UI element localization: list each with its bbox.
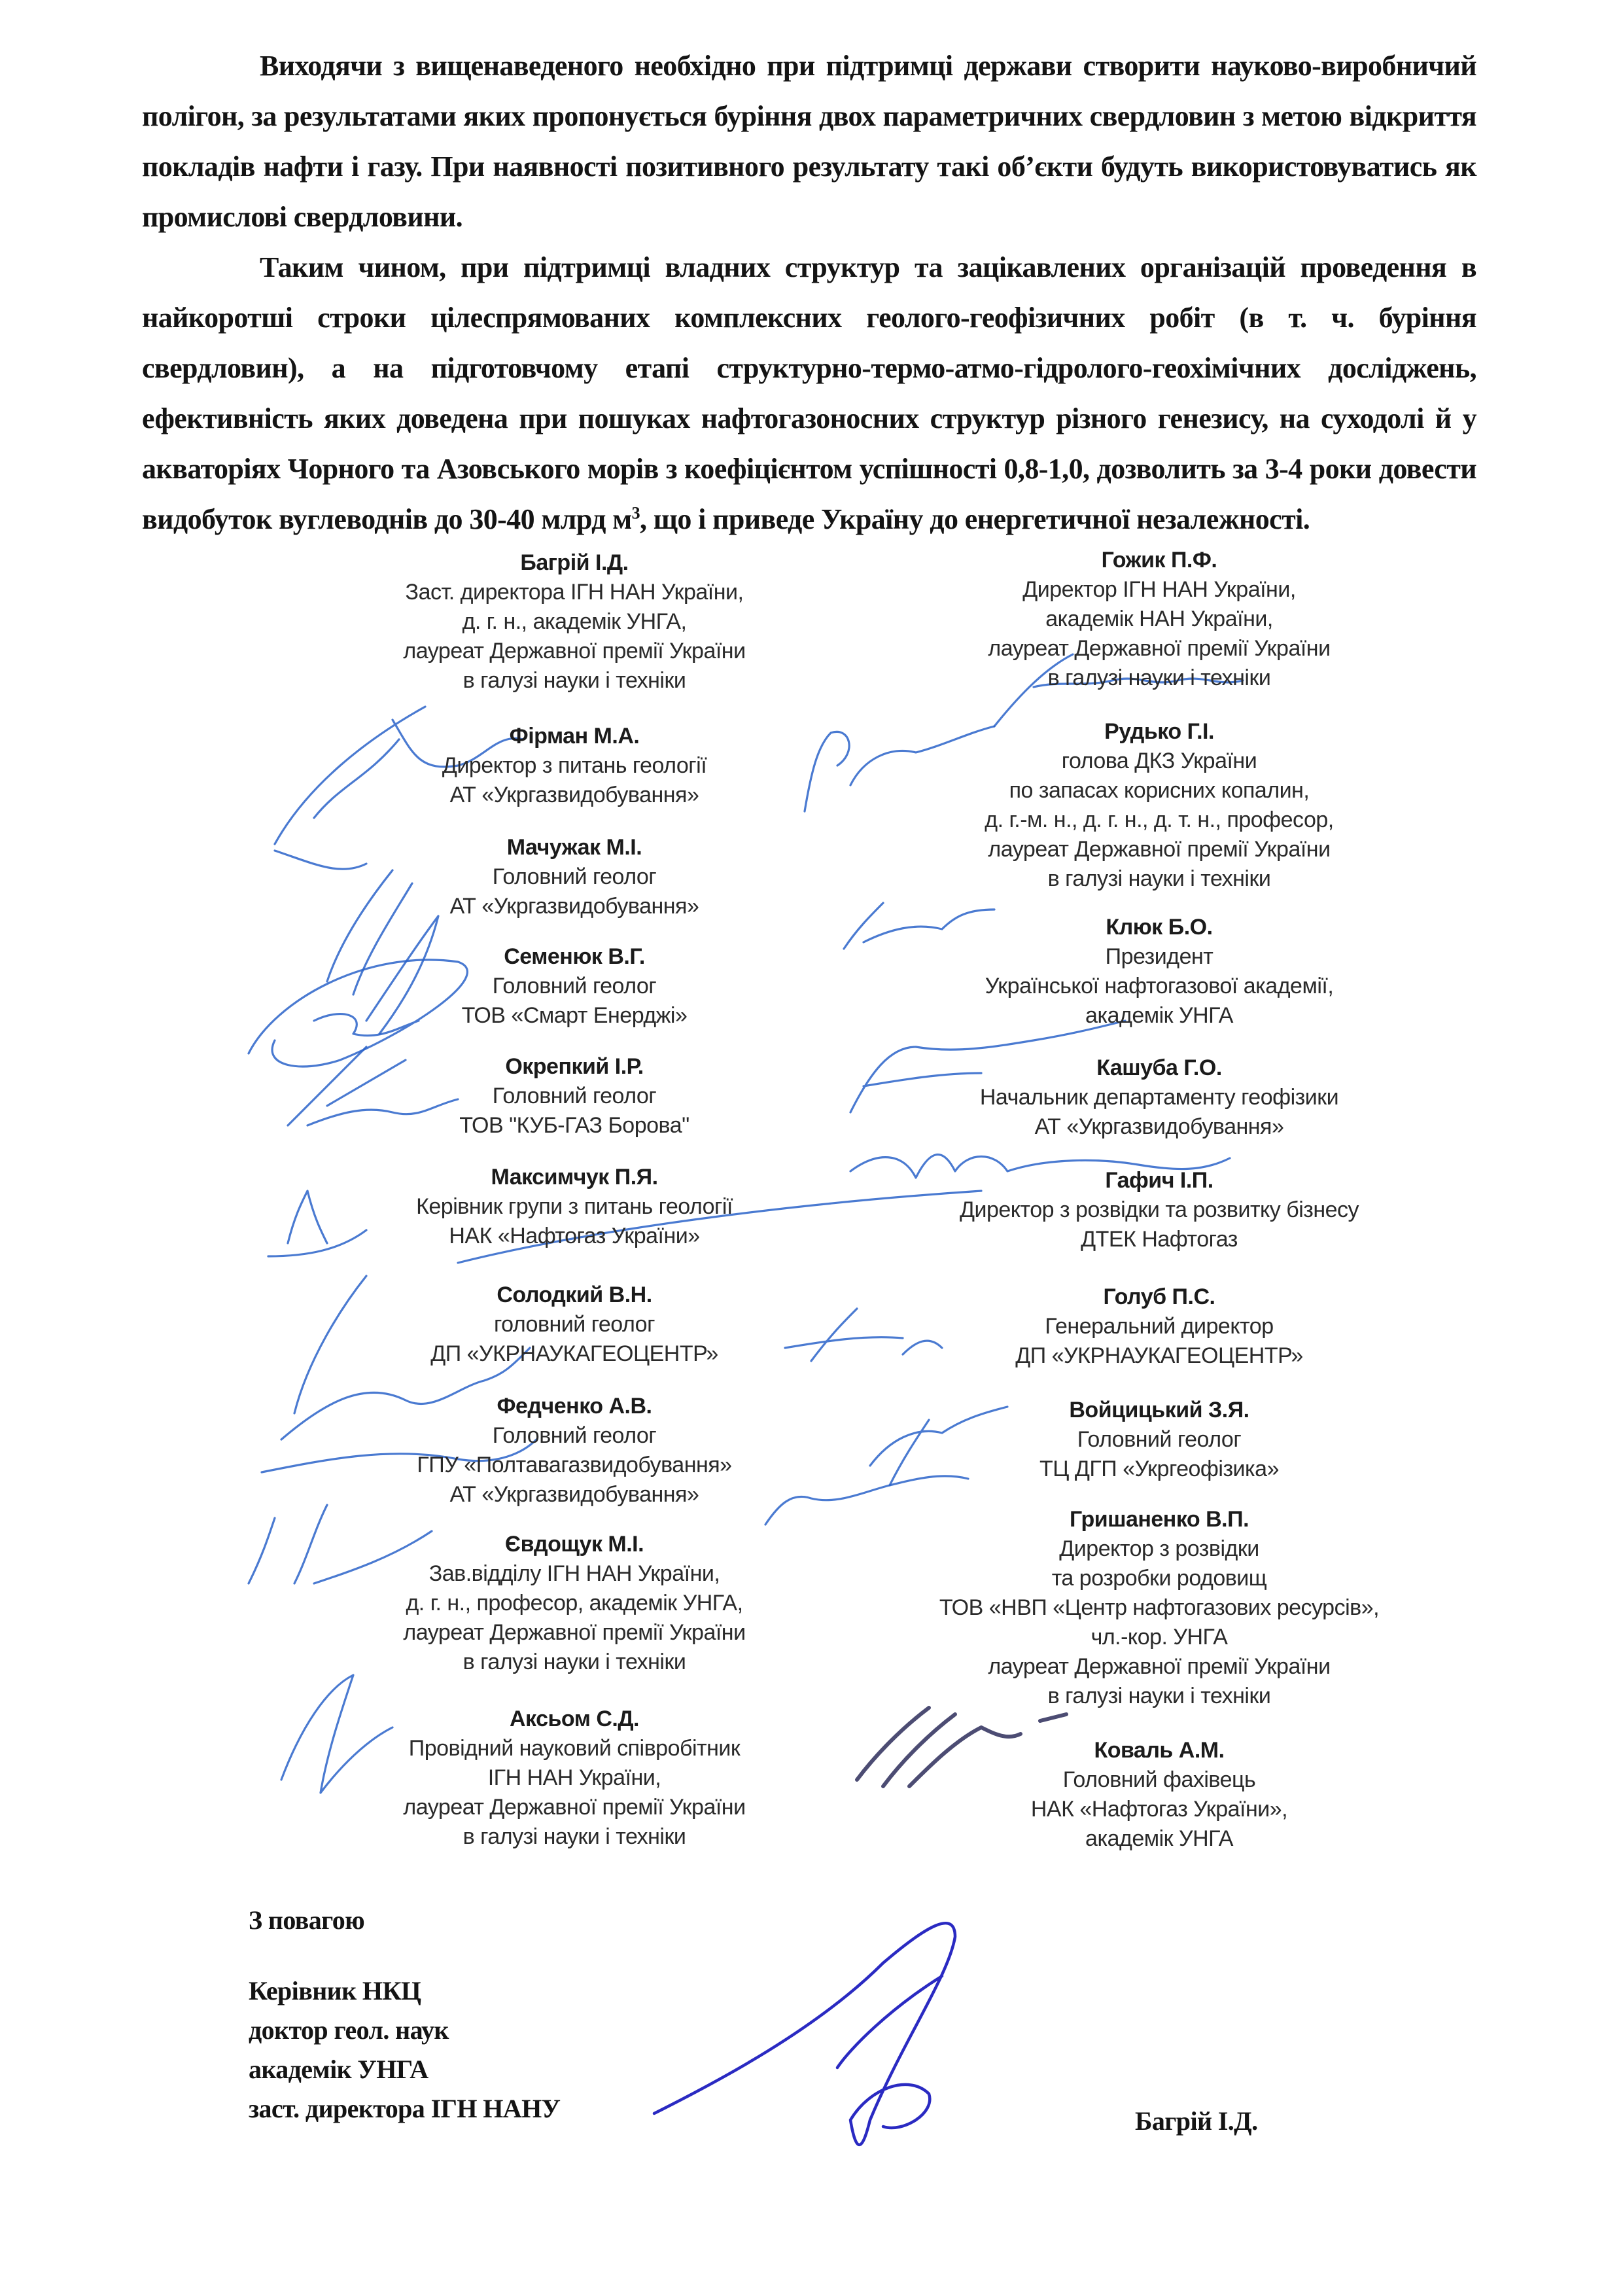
signatory-title-line: лауреат Державної премії України	[988, 837, 1331, 862]
signatory-title-line: головний геолог	[494, 1312, 655, 1337]
signatory-title-line: Директор з розвідки	[1059, 1536, 1259, 1561]
signatory-title-line: в галузі науки і техніки	[462, 1650, 686, 1674]
closing-signer-name: Багрій І.Д.	[1135, 2106, 1258, 2136]
signatory-title-line: лауреат Державної премії України	[988, 1654, 1331, 1679]
signatory-title-line: Головний геолог	[492, 1084, 657, 1108]
signatory-block	[865, 1053, 1454, 1142]
signatory-name: Рудько Г.І.	[1104, 719, 1214, 744]
signatory-title-line: ТОВ «Смарт Енерджі»	[461, 1003, 688, 1028]
signatory-title-line: Провідний науковий співробітник	[408, 1736, 741, 1761]
signatory-title-line: Української нафтогазової академії,	[985, 974, 1334, 998]
signatory-block	[865, 1282, 1454, 1371]
signatory-title-line: академік УНГА	[1085, 1003, 1233, 1028]
signatory-title-line: ДП «УКРНАУКАГЕОЦЕНТР»	[430, 1341, 718, 1366]
signatory-name: Окрепкий І.Р.	[505, 1054, 644, 1079]
signatory-block	[280, 1163, 869, 1251]
signatory-title-line: ТЦ ДГП «Укргеофізика»	[1039, 1457, 1279, 1481]
signatory-title-line: ТОВ "КУБ-ГАЗ Борова"	[459, 1113, 689, 1138]
signatory-title-line: академік УНГА	[1085, 1826, 1233, 1851]
signatory-block	[865, 1505, 1454, 1711]
signatory-title-line: Генеральний директор	[1045, 1314, 1274, 1339]
closing-title-line: доктор геол. наук	[249, 2015, 449, 2045]
signatory-title-line: лауреат Державної премії України	[988, 636, 1331, 661]
signatory-name: Гришаненко В.П.	[1069, 1507, 1249, 1532]
signatory-name: Коваль А.М.	[1094, 1738, 1225, 1763]
signatory-title-line: в галузі науки і техніки	[462, 668, 686, 693]
signatory-title-line: голова ДКЗ України	[1061, 749, 1257, 773]
signatory-name: Гафич І.П.	[1105, 1168, 1213, 1193]
signatory-block	[280, 1052, 869, 1140]
signatory-title-line: в галузі науки і техніки	[1047, 866, 1271, 891]
signatory-title-line: академік НАН України,	[1045, 607, 1273, 631]
signatory-name: Семенюк В.Г.	[504, 944, 645, 969]
signatory-title-line: АТ «Укргазвидобування»	[449, 783, 699, 807]
signatory-block	[865, 913, 1454, 1031]
signatory-title-line: в галузі науки і техніки	[462, 1824, 686, 1849]
signatory-title-line: АТ «Укргазвидобування»	[1034, 1114, 1284, 1139]
signatory-block	[280, 942, 869, 1031]
signatory-name: Багрій І.Д.	[520, 550, 629, 575]
signatory-title-line: НАК «Нафтогаз України»,	[1030, 1797, 1288, 1822]
signatory-name: Кашуба Г.О.	[1096, 1055, 1222, 1080]
signatory-block	[865, 546, 1454, 693]
signatory-block	[280, 722, 869, 810]
signatory-title-line: ТОВ «НВП «Центр нафтогазових ресурсів»,	[939, 1595, 1380, 1620]
signatory-title-line: Директор ІГН НАН України,	[1022, 577, 1296, 602]
closing-title-line: Керівник НКЦ	[249, 1976, 421, 2005]
signatory-title-line: ІГН НАН України,	[487, 1765, 661, 1790]
closing-title-line: академік УНГА	[249, 2055, 428, 2084]
signatory-title-line: ДТЕК Нафтогаз	[1081, 1227, 1238, 1252]
signatory-title-line: Головний геолог	[492, 1423, 657, 1448]
signatory-title-line: Президент	[1105, 944, 1213, 969]
signatory-name: Гожик П.Ф.	[1101, 548, 1217, 573]
signatory-block	[280, 1392, 869, 1510]
signatory-title-line: лауреат Державної премії України	[403, 639, 746, 663]
paragraph-1: Виходячи з вищенаведеного необхідно при підтримці держави створити науково-виробничий полігон, за результатами яких пропонується буріння двох параметричних свердловин з метою відкриття покладів нафти і газу. При наявності позитивного результату такі об’єкти будуть використовуватись як промислові свердловини.	[142, 50, 1476, 233]
signatory-title-line: НАК «Нафтогаз України»	[449, 1224, 700, 1248]
signatory-title-line: Зав.відділу ІГН НАН України,	[428, 1561, 720, 1586]
closing-title-line: заст. директора ІГН НАНУ	[249, 2094, 561, 2123]
cubic-superscript: 3	[631, 503, 640, 523]
paragraph-2-tail: , що і приведе Україну до енергетичної незалежності.	[639, 503, 1310, 535]
signatory-name: Аксьом С.Д.	[509, 1706, 640, 1731]
signatory-title-line: АТ «Укргазвидобування»	[449, 1482, 699, 1507]
signatory-block	[865, 1736, 1454, 1854]
signatory-title-line: лауреат Державної премії України	[403, 1620, 746, 1645]
signatory-name: Клюк Б.О.	[1106, 915, 1213, 940]
signatory-name: Федченко А.В.	[497, 1394, 652, 1419]
signatory-name: Голуб П.С.	[1103, 1284, 1215, 1309]
signatory-block	[280, 833, 869, 921]
signatory-name: Мачужак М.І.	[506, 835, 642, 860]
signatory-title-line: в галузі науки і техніки	[1047, 1684, 1271, 1708]
signatory-block	[865, 1396, 1454, 1484]
signatory-block	[280, 1704, 869, 1852]
signatory-title-line: Головний геолог	[492, 864, 657, 889]
signatory-title-line: лауреат Державної премії України	[403, 1795, 746, 1820]
signatory-name: Євдощук М.І.	[504, 1532, 644, 1557]
signatory-title-line: Керівник групи з питань геології	[416, 1194, 733, 1219]
signatory-title-line: Директор з розвідки та розвитку бізнесу	[959, 1197, 1359, 1222]
signatory-title-line: Головний геолог	[1077, 1427, 1242, 1452]
signatory-title-line: ГПУ «Полтавагазвидобування»	[417, 1453, 732, 1477]
letter-body	[142, 41, 1476, 544]
signatory-block	[280, 548, 869, 696]
signatory-title-line: Директор з питань геології	[442, 753, 707, 778]
closing-salutation: З повагою	[249, 1905, 365, 1935]
signatory-block	[280, 1280, 869, 1369]
signatory-title-line: Головний геолог	[492, 974, 657, 998]
signatory-title-line: по запасах корисних копалин,	[1009, 778, 1310, 803]
signatory-title-line: д. г.-м. н., д. г. н., д. т. н., професор,	[985, 807, 1334, 832]
signatory-block	[280, 1530, 869, 1677]
signatory-name: Солодкий В.Н.	[497, 1282, 652, 1307]
signatory-title-line: Заст. директора ІГН НАН України,	[405, 580, 744, 605]
signatory-title-line: чл.-кор. УНГА	[1091, 1625, 1228, 1650]
signatory-title-line: та розробки родовищ	[1051, 1566, 1267, 1591]
signatory-title-line: в галузі науки і техніки	[1047, 665, 1271, 690]
signatory-title-line: Головний фахівець	[1062, 1767, 1256, 1792]
signatory-name: Войцицький З.Я.	[1069, 1398, 1249, 1422]
signatory-title-line: д. г. н., професор, академік УНГА,	[406, 1591, 743, 1616]
signatory-block	[865, 1166, 1454, 1254]
signatory-name: Фірман М.А.	[509, 724, 640, 749]
signatory-title-line: АТ «Укргазвидобування»	[449, 894, 699, 919]
signatory-title-line: ДП «УКРНАУКАГЕОЦЕНТР»	[1015, 1343, 1303, 1368]
signatory-title-line: д. г. н., академік УНГА,	[462, 609, 687, 634]
signatory-name: Максимчук П.Я.	[491, 1165, 658, 1190]
paragraph-2-text: Таким чином, при підтримці владних структур та зацікавлених організацій проведення в найкоротші строки цілеспрямованих комплексних геолого-геофізичних робіт (в т. ч. буріння свердловин), а на підготовчому етапі структурно-термо-атмо-гідролого-геохімічних досліджень, ефективність яких доведена при пошуках нафтогазоносних структур різного генезису, на суходолі й у акваторіях Чорного та Азовського морів з коефіцієнтом успішності 0,8-1,0, дозволить за 3-4 роки довести видобуток вуглеводнів до 30-40 млрд м	[142, 251, 1476, 535]
signatory-block	[865, 717, 1454, 894]
paragraph-2	[142, 242, 1476, 544]
closing-block	[249, 1901, 560, 2128]
signature-bahrii-final	[654, 1923, 955, 2145]
signatory-title-line: Начальник департаменту геофізики	[979, 1085, 1339, 1110]
